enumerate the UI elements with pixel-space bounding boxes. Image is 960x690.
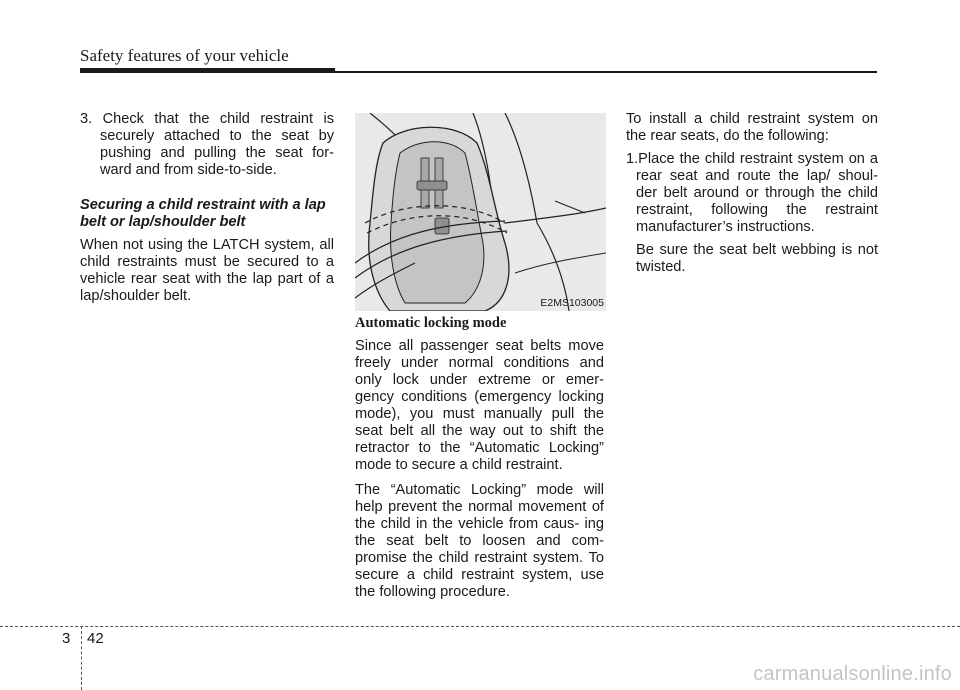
- child-seat-illustration: [355, 113, 606, 311]
- automatic-locking-para-2: The “Automatic Locking” mode will help prevent the normal movement of the child in the vehicle from caus- ing the seat belt to loosen and com- promise the child restraint system. To secure a child restraint system, use the following procedure.: [355, 482, 604, 600]
- automatic-locking-heading: Automatic locking mode: [355, 315, 507, 331]
- header-rule-thin: [80, 71, 877, 73]
- chapter-number: 3: [62, 630, 71, 647]
- middle-column: [355, 315, 604, 601]
- right-column: [626, 111, 878, 276]
- automatic-locking-para-1: Since all passenger seat belts move freely under normal conditions and only lock under extreme or emer- gency conditions (emergency locking mode), you must manually pull the seat belt all the way out to shift the retractor to the “Automatic Locking” mode to secure a child restraint.: [355, 338, 604, 473]
- left-column: [80, 111, 334, 305]
- lap-belt-body: When not using the LATCH system, all child restraints must be secured to a vehicle rear seat with the lap part of a lap/shoulder belt.: [80, 237, 334, 304]
- footer-divider: [81, 626, 82, 690]
- page-header-title: Safety features of your vehicle: [80, 46, 289, 65]
- lap-belt-subheading: Securing a child restraint with a lap belt or lap/shoulder belt: [80, 197, 326, 230]
- step-3-text: 3. Check that the child restraint is securely attached to the seat by pushing and pulling the seat for- ward and from side-to-side.: [80, 111, 334, 178]
- webbing-note: Be sure the seat belt webbing is not twisted.: [636, 242, 878, 275]
- figure-code: E2MS103005: [540, 297, 604, 309]
- watermark: carmanualsonline.info: [753, 663, 952, 685]
- page-number: 42: [87, 630, 104, 647]
- footer-rule: [0, 626, 960, 627]
- step-1-text: 1.Place the child restraint system on a rear seat and route the lap/ shoul- der belt around or through the child restraint, following the restraint manufacturer’s instructions.: [626, 151, 878, 235]
- child-seat-drawing: [355, 113, 606, 311]
- install-intro: To install a child restraint system on the rear seats, do the following:: [626, 111, 878, 144]
